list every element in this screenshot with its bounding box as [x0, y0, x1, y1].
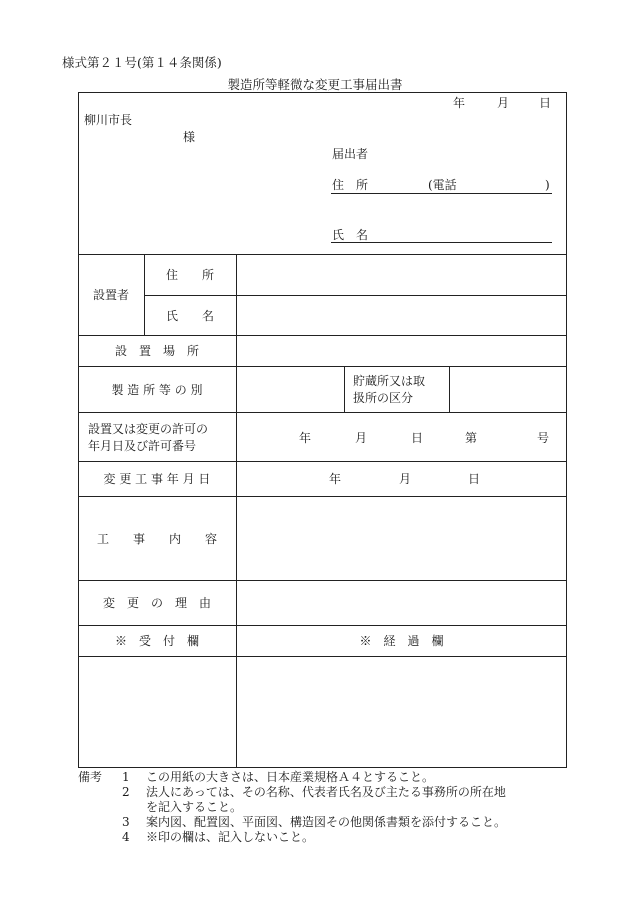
permit-year-label: 年 — [299, 431, 312, 445]
note-text: 案内図、配置図、平面図、構造図その他関係書類を添付すること。 — [146, 815, 507, 829]
addressee-honorific: 様 — [183, 130, 196, 144]
rule — [78, 412, 567, 413]
rule — [344, 366, 345, 412]
applicant-label: 届出者 — [332, 147, 369, 161]
note-text: 法人にあっては、その名称、代表者氏名及び主たる事務所の所在地 を記入すること。 — [146, 785, 506, 814]
installer-label: 設置者 — [92, 288, 129, 302]
addressee-name: 柳川市長 — [84, 113, 133, 127]
name-underline — [331, 242, 552, 243]
note-item — [78, 830, 506, 845]
note-text: ※印の欄は、記入しないこと。 — [146, 830, 315, 844]
storage-class-label-line1: 貯蔵所又は取 — [353, 374, 426, 388]
form-code: 様式第２１号(第１４条関係) — [62, 55, 222, 70]
storage-class-label-line2: 扱所の区分 — [353, 391, 414, 405]
address-underline — [331, 193, 552, 194]
note-number: 1 — [122, 770, 130, 784]
applicant-phone-close: ) — [545, 178, 550, 192]
permit-label-line1: 設置又は変更の許可の — [88, 422, 209, 436]
note-item — [78, 815, 506, 830]
notes-heading: 備考 — [78, 770, 103, 784]
note-number: 3 — [122, 815, 130, 829]
rule — [449, 366, 450, 412]
permit-number-prefix: 第 — [465, 431, 478, 445]
work-year-label: 年 — [329, 472, 342, 486]
work-day-label: 日 — [468, 472, 481, 486]
applicant-name-label: 氏 名 — [332, 228, 369, 242]
permit-day-label: 日 — [411, 431, 424, 445]
installer-address-label: 住 所 — [165, 268, 214, 282]
rule — [236, 254, 237, 768]
applicant-phone-label: (電話 — [428, 178, 457, 192]
permit-label-line2: 年月日及び許可番号 — [88, 439, 197, 453]
notes-section — [78, 770, 506, 845]
work-date-label: 変 更 工 事 年 月 日 — [103, 472, 211, 486]
note-item — [78, 770, 506, 785]
reception-column-header: ※ 受 付 欄 — [114, 634, 199, 648]
date-year-label: 年 — [453, 96, 466, 110]
progress-column-header: ※ 経 過 欄 — [359, 634, 444, 648]
permit-month-label: 月 — [355, 431, 368, 445]
work-content-label: 工 事 内 容 — [96, 531, 217, 546]
note-text: この用紙の大きさは、日本産業規格Ａ４とすること。 — [146, 770, 435, 784]
note-item — [78, 785, 506, 815]
rule — [78, 656, 567, 657]
note-number: 2 — [122, 785, 130, 799]
date-month-label: 月 — [497, 96, 510, 110]
document-title: 製造所等軽微な変更工事届出書 — [227, 77, 403, 92]
note-number: 4 — [122, 830, 130, 844]
facility-type-label: 製 造 所 等 の 別 — [111, 382, 203, 397]
date-day-label: 日 — [539, 96, 552, 110]
applicant-address-label: 住 所 — [332, 178, 369, 192]
location-label: 設 置 場 所 — [114, 344, 199, 358]
reason-label: 変 更 の 理 由 — [102, 596, 211, 610]
permit-number-suffix: 号 — [537, 431, 550, 445]
installer-name-label: 氏 名 — [165, 308, 214, 323]
work-month-label: 月 — [399, 472, 412, 486]
